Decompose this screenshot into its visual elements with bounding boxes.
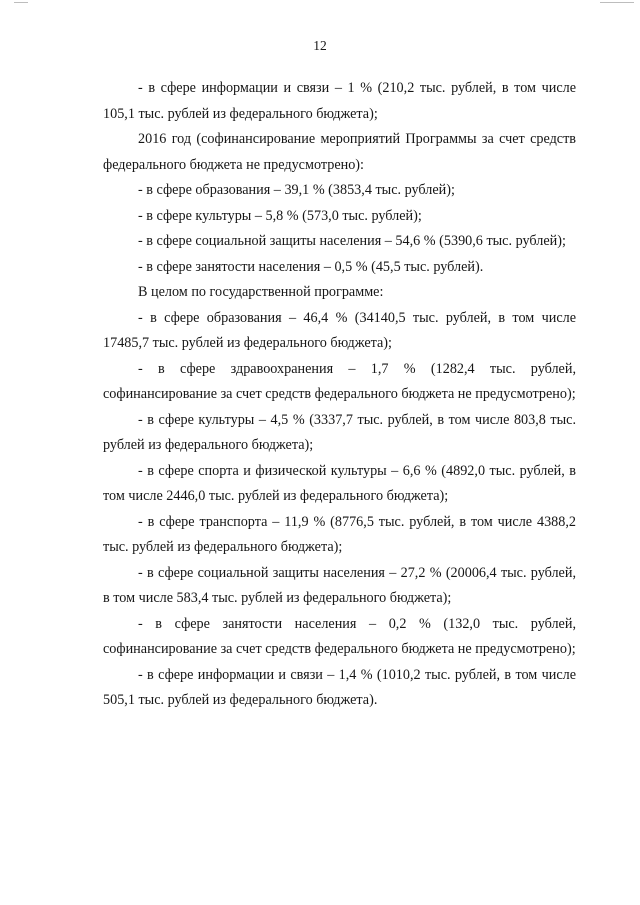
scan-edge-mark (600, 2, 634, 3)
paragraph-culture-2016: - в сфере культуры – 5,8 % (573,0 тыс. рублей); (138, 207, 422, 224)
paragraph-social-protection-total: - в сфере социальной защиты населения – 27,2 % (20006,4 тыс. рублей, в том числе 583,4 тыс. рублей из федерального бюджета); (103, 564, 576, 606)
paragraph-transport-total: - в сфере транспорта – 11,9 % (8776,5 тыс. рублей, в том числе 4388,2 тыс. рублей из федерального бюджета); (103, 513, 576, 555)
scan-edge-mark (14, 2, 28, 3)
paragraph-year-2016-heading: 2016 год (софинансирование мероприятий Программы за счет средств федерального бюджета не предусмотрено): (103, 131, 576, 173)
paragraph-education-total: - в сфере образования – 46,4 % (34140,5 тыс. рублей, в том числе 17485,7 тыс. рублей из федерального бюджета); (103, 309, 576, 351)
paragraph-employment-2016: - в сфере занятости населения – 0,5 % (45,5 тыс. рублей). (138, 258, 484, 275)
paragraph-program-total-heading: В целом по государственной программе: (138, 284, 384, 300)
paragraph-communications-total: - в сфере информации и связи – 1,4 % (1010,2 тыс. рублей, в том числе 505,1 тыс. рублей из федерального бюджета). (103, 666, 576, 708)
paragraph-communications-2015: - в сфере информации и связи – 1 % (210,2 тыс. рублей, в том числе 105,1 тыс. рублей из федерального бюджета); (103, 80, 576, 122)
paragraph-social-protection-2016: - в сфере социальной защиты населения – 54,6 % (5390,6 тыс. рублей); (138, 233, 566, 249)
document-body (103, 76, 576, 714)
paragraph-employment-total: - в сфере занятости населения – 0,2 % (132,0 тыс. рублей, софинансирование за счет средств федерального бюджета не предусмотрено); (103, 615, 576, 657)
paragraph-healthcare-total: - в сфере здравоохранения – 1,7 % (1282,4 тыс. рублей, софинансирование за счет средств федерального бюджета не предусмотрено); (103, 360, 576, 402)
paragraph-education-2016: - в сфере образования – 39,1 % (3853,4 тыс. рублей); (138, 182, 455, 198)
paragraph-culture-total: - в сфере культуры – 4,5 % (3337,7 тыс. рублей, в том числе 803,8 тыс. рублей из федерального бюджета); (103, 411, 576, 453)
paragraph-sport-total: - в сфере спорта и физической культуры – 6,6 % (4892,0 тыс. рублей, в том числе 2446,0 тыс. рублей из федерального бюджета); (103, 462, 576, 504)
page-number: 12 (313, 38, 327, 53)
